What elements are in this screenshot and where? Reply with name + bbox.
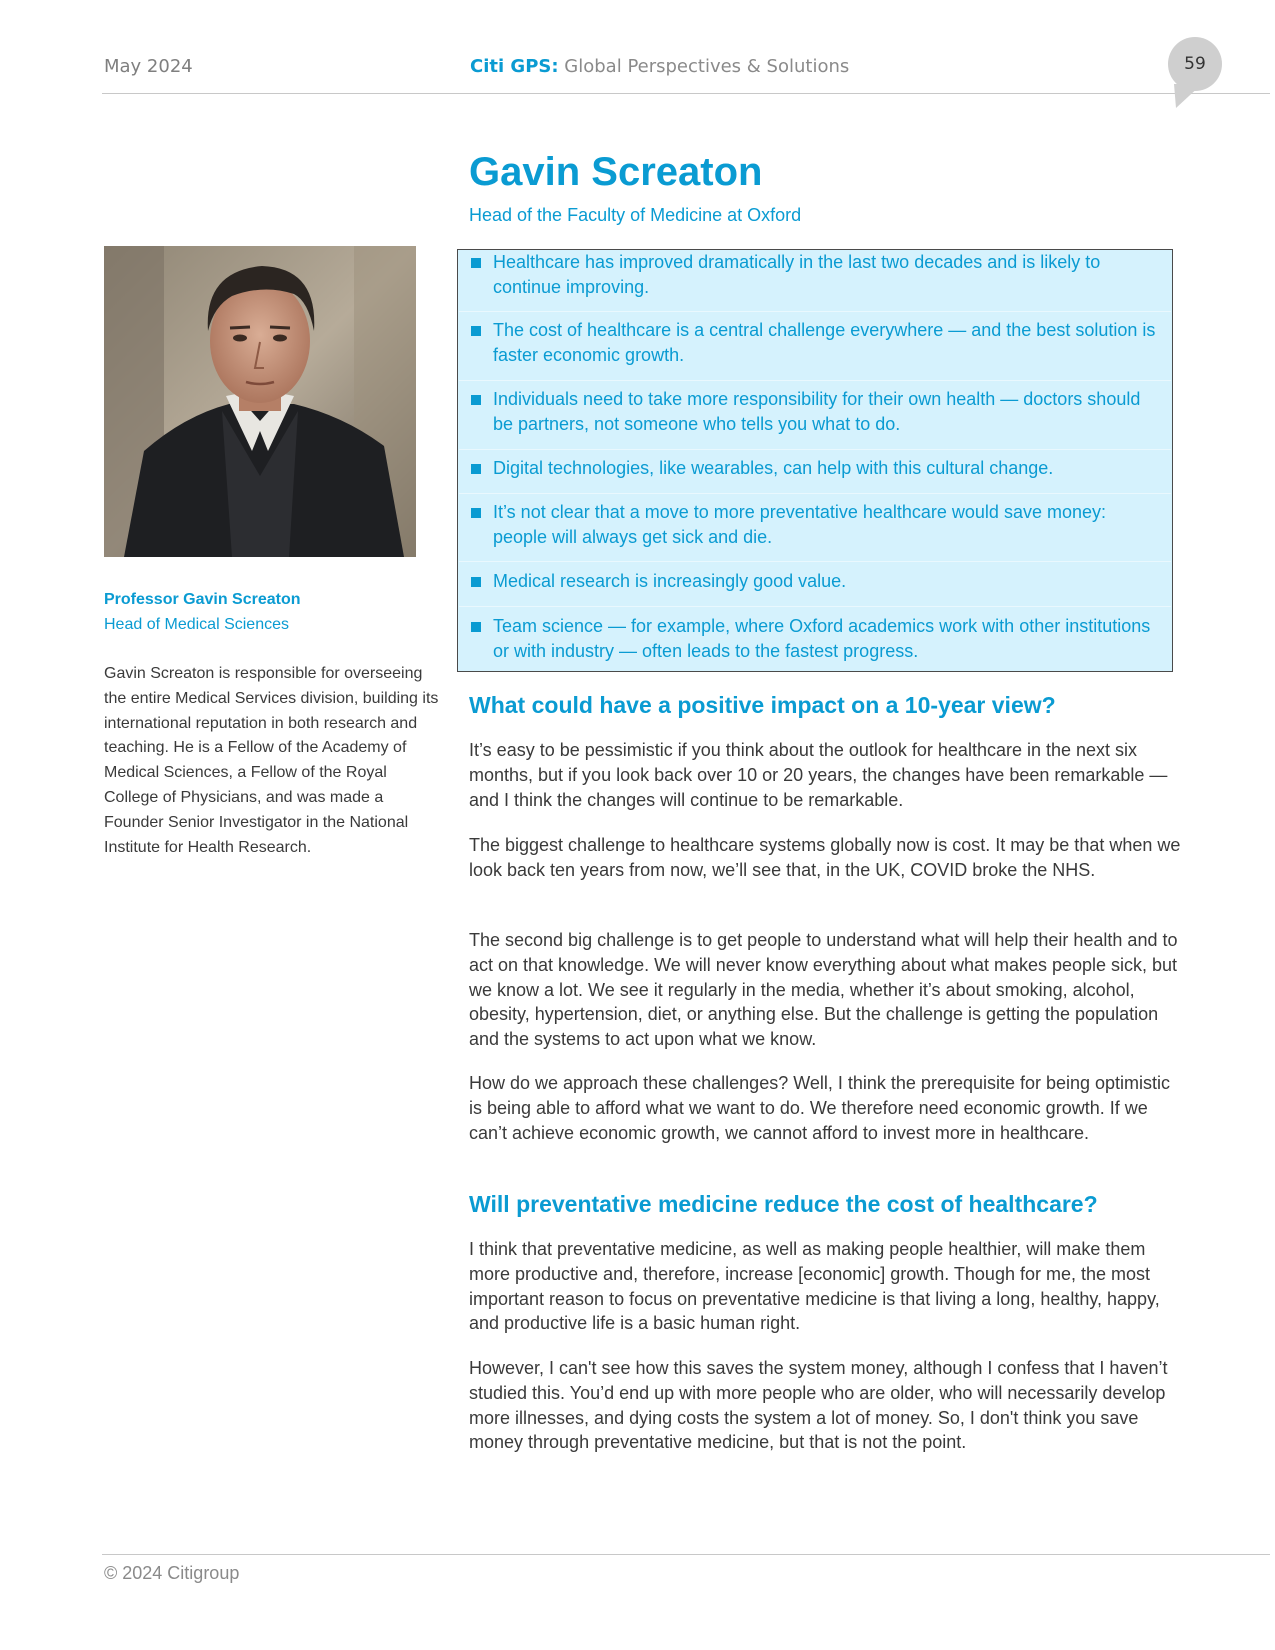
key-point (471, 614, 1162, 664)
key-point (471, 250, 1162, 300)
key-point (471, 500, 1162, 550)
key-point-text: It’s not clear that a move to more preventative healthcare would save money: people will always get sick and die. (493, 502, 1106, 547)
key-point-text: Healthcare has improved dramatically in the last two decades and is likely to continue improving. (493, 252, 1101, 297)
key-point-divider (459, 606, 1171, 607)
page-title: Gavin Screaton (469, 150, 763, 194)
key-point-text: Individuals need to take more responsibility for their own health — doctors should be partners, not someone who tells you what to do. (493, 389, 1141, 434)
profile-role: Head of Medical Sciences (104, 616, 289, 633)
key-point-text: Digital technologies, like wearables, can help with this cultural change. (493, 458, 1054, 478)
body-paragraph: It’s easy to be pessimistic if you think about the outlook for healthcare in the next six months, but if you look back over 10 or 20 years, the changes have been remarkable — and I think the changes will continue to be remarkable. (469, 740, 1168, 810)
section-heading: What could have a positive impact on a 10-year view? (469, 692, 1056, 718)
body-paragraph: I think that preventative medicine, as well as making people healthier, will make them more productive and, therefore, increase [economic] growth. Though for me, the most important reason to focus on preventative medicine is that living a long, healthy, happy, and productive life is a basic human right. (469, 1239, 1160, 1334)
key-points-box (457, 249, 1173, 672)
section-heading: Will preventative medicine reduce the cost of healthcare? (469, 1191, 1098, 1217)
key-point (471, 387, 1162, 437)
key-point-divider (459, 561, 1171, 562)
footer-divider (102, 1554, 1270, 1555)
square-bullet-icon (471, 464, 481, 474)
body-paragraph: How do we approach these challenges? Well, I think the prerequisite for being optimistic is being able to afford what we want to do. We therefore need economic growth. If we can’t achieve economic growth, we cannot afford to invest more in healthcare. (469, 1073, 1171, 1143)
key-point-divider (459, 493, 1171, 494)
header-date: May 2024 (104, 56, 193, 77)
header-divider (102, 93, 1270, 94)
body-paragraph: The biggest challenge to healthcare systems globally now is cost. It may be that when we look back ten years from now, we’ll see that, in the UK, COVID broke the NHS. (469, 835, 1181, 880)
key-point (471, 569, 1162, 594)
header-publication (470, 56, 849, 77)
body-paragraph: The second big challenge is to get people to understand what will help their health and to act on that knowledge. We will never know everything about what makes people sick, but we know a lot. We see it regularly in the media, whether it’s about smoking, alcohol, obesity, hypertension, diet, or anything else. But the challenge is getting the population and the systems to act upon what we know. (469, 930, 1178, 1050)
square-bullet-icon (471, 395, 481, 405)
page-subtitle: Head of the Faculty of Medicine at Oxford (469, 205, 802, 225)
key-point-text: Team science — for example, where Oxford academics work with other institutions or with industry — often leads to the fastest progress. (493, 616, 1151, 661)
key-point (471, 456, 1162, 481)
square-bullet-icon (471, 258, 481, 268)
footer-copyright: © 2024 Citigroup (104, 1563, 240, 1583)
portrait-illustration (104, 246, 416, 557)
square-bullet-icon (471, 508, 481, 518)
key-point-divider (459, 380, 1171, 381)
square-bullet-icon (471, 622, 481, 632)
key-point-divider (459, 311, 1171, 312)
key-point-divider (459, 449, 1171, 450)
body-paragraph: However, I can't see how this saves the system money, although I confess that I haven’t studied this. You’d end up with more people who are older, who will necessarily develop more illnesses, and dying costs the system a lot of money. So, I don't think you save money through preventative medicine, but that is not the point. (469, 1358, 1168, 1453)
portrait-photo (104, 246, 416, 557)
key-point (471, 318, 1162, 368)
profile-bio: Gavin Screaton is responsible for overseeing the entire Medical Services division, building its international reputation in both research and teaching. He is a Fellow of the Academy of Medical Sciences, a Fellow of the Royal College of Physicians, and was made a Founder Senior Investigator in the National Institute for Health Research. (104, 665, 439, 856)
page-number-badge: 59 (1168, 37, 1222, 91)
square-bullet-icon (471, 326, 481, 336)
profile-name: Professor Gavin Screaton (104, 591, 301, 608)
publication-subtitle: Global Perspectives & Solutions (564, 56, 850, 77)
square-bullet-icon (471, 577, 481, 587)
key-point-text: The cost of healthcare is a central challenge everywhere — and the best solution is faster economic growth. (493, 320, 1156, 365)
key-point-text: Medical research is increasingly good value. (493, 571, 847, 591)
publication-brand: Citi GPS: (470, 56, 559, 77)
